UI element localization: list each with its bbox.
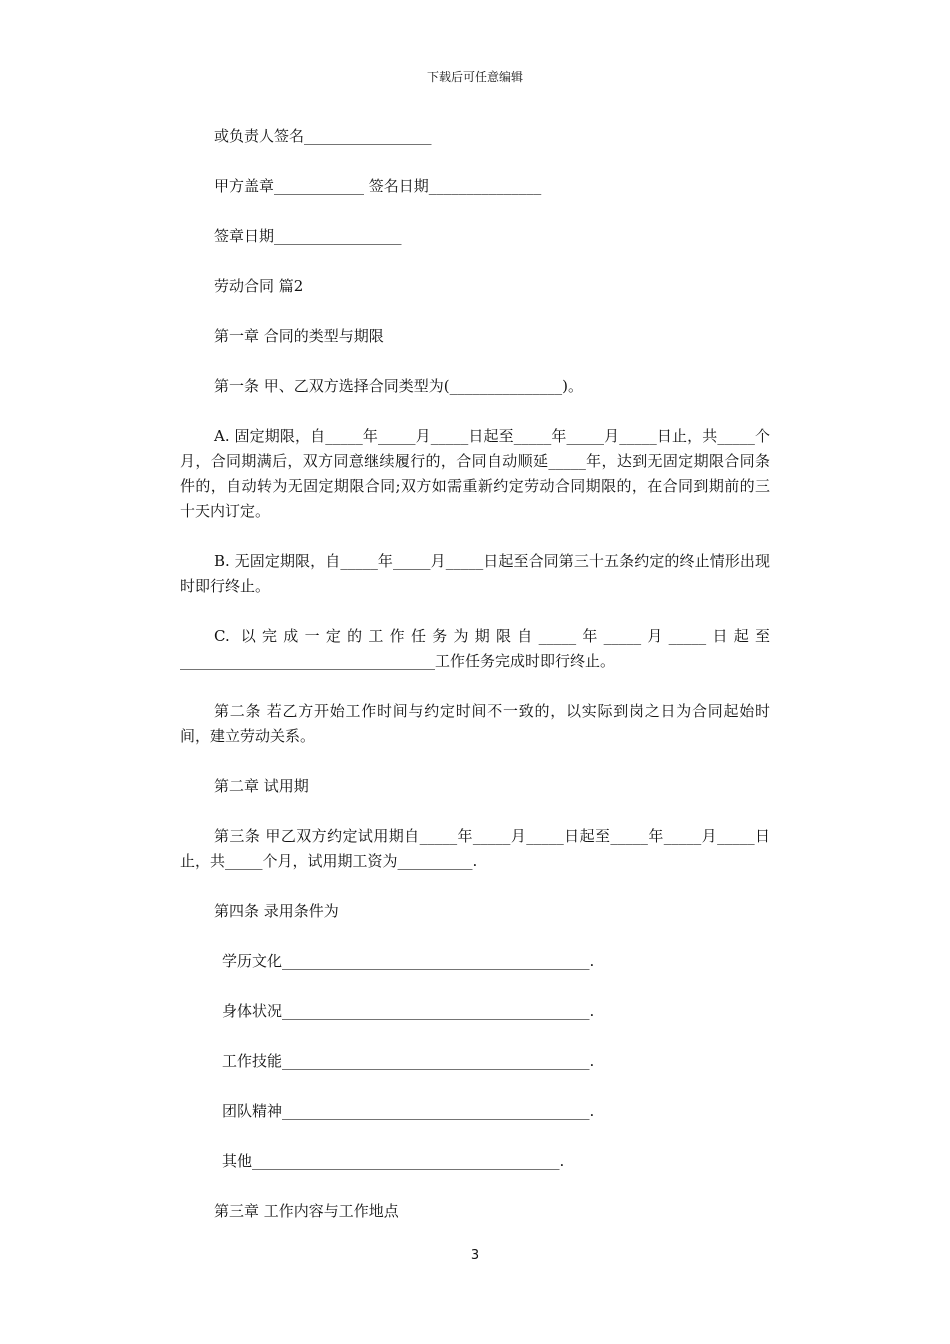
condition-skills: 工作技能_________________________________________.: [222, 1052, 595, 1070]
article-1: 第一条 甲、乙双方选择合同类型为(_______________)。: [214, 377, 583, 395]
paragraph-party-a-seal: 甲方盖章____________ 签名日期_______________: [214, 177, 542, 195]
condition-other: 其他_________________________________________.: [222, 1152, 565, 1170]
paragraph-contract-title: 劳动合同 篇2: [214, 277, 304, 295]
condition-education: 学历文化_________________________________________.: [222, 952, 595, 970]
condition-teamwork: 团队精神_________________________________________.: [222, 1102, 595, 1120]
chapter-heading-2: 第二章 试用期: [214, 777, 309, 795]
option-b-open-term: B. 无固定期限，自_____年_____月_____日起至合同第三十五条约定的终止情形出现时即行终止。: [180, 552, 770, 595]
page-header-note: 下载后可任意编辑: [426, 70, 523, 84]
page-number: 3: [470, 1248, 480, 1263]
article-2: 第二条 若乙方开始工作时间与约定时间不一致的，以实际到岗之日为合同起始时间，建立劳动关系。: [180, 702, 770, 745]
condition-health: 身体状况_________________________________________.: [222, 1002, 595, 1020]
option-c-task-term: C. 以完成一定的工作任务为期限自_____年_____月_____日起至__________________________________工作任务完成时即行终止。: [180, 627, 770, 670]
article-4: 第四条 录用条件为: [214, 902, 339, 920]
paragraph-signature-responsible: 或负责人签名_________________: [214, 127, 432, 145]
chapter-heading-3: 第三章 工作内容与工作地点: [214, 1202, 399, 1220]
option-a-fixed-term: A. 固定期限，自_____年_____月_____日起至_____年_____月_____日止，共_____个月，合同期满后，双方同意继续履行的，合同自动顺延_____年，达到无固定期限合同条件的，自动转为无固定期限合同;双方如需重新约定劳动合同期限的，在合同到期前的三十天内订定。: [180, 427, 770, 520]
document-body: [180, 124, 770, 1249]
chapter-heading-1: 第一章 合同的类型与期限: [214, 327, 384, 345]
paragraph-seal-date: 签章日期_________________: [214, 227, 402, 245]
article-3: 第三条 甲乙双方约定试用期自_____年_____月_____日起至_____年_____月_____日止，共_____个月，试用期工资为__________.: [180, 827, 770, 870]
